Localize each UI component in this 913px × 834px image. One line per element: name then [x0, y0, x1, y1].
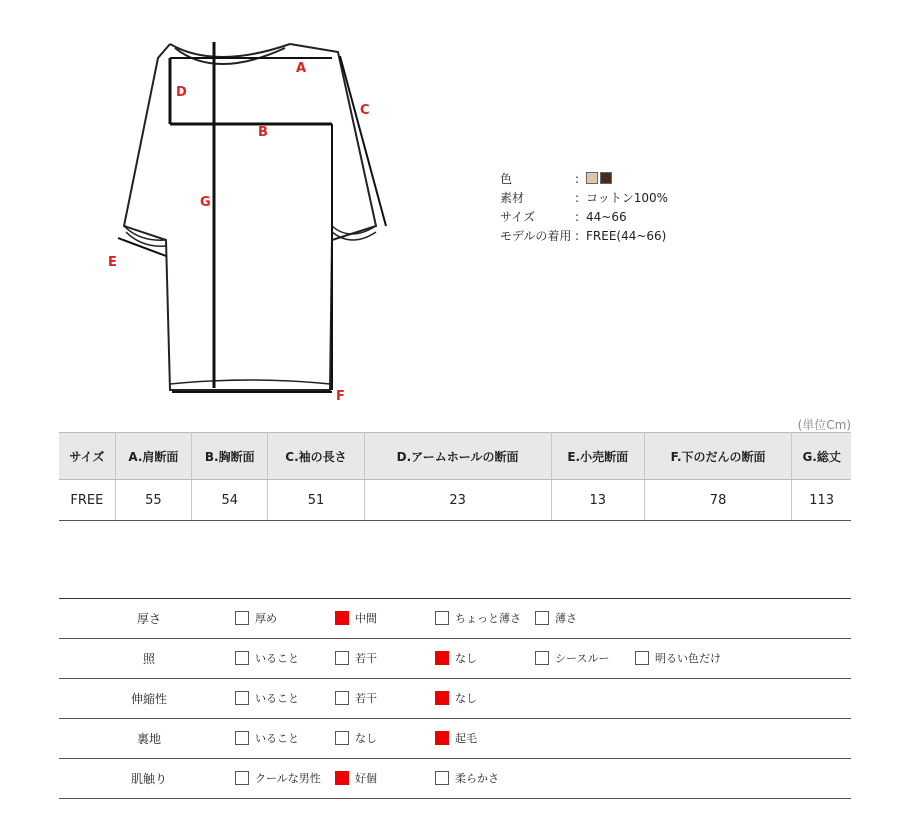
texture-table [59, 598, 851, 799]
column-header: E.小売断面 [551, 433, 644, 480]
table-cell: 23 [364, 480, 551, 521]
product-info [500, 170, 690, 246]
checkbox [235, 771, 249, 785]
checkbox [535, 651, 549, 665]
attribute-row-sheerness [59, 639, 851, 679]
checkbox [435, 611, 449, 625]
option-label: なし [355, 732, 377, 745]
option-label: 起毛 [455, 732, 477, 745]
info-key: 素材 [500, 191, 525, 205]
label-e: E [108, 255, 117, 270]
option-label: いること [255, 732, 299, 745]
option-label: 厚め [255, 612, 277, 625]
info-key: サイズ [500, 210, 536, 224]
info-row-color: 色 : [500, 170, 690, 189]
checkbox-checked [435, 651, 449, 665]
attribute-row-lining [59, 719, 851, 759]
attribute-row-stretch [59, 679, 851, 719]
table-cell: 78 [644, 480, 792, 521]
checkbox [435, 771, 449, 785]
info-key: 色 [500, 172, 513, 186]
attribute-label: 照 [142, 652, 155, 666]
info-value: 44~66 [586, 210, 627, 224]
checkbox-checked [335, 771, 349, 785]
table-cell: 51 [268, 480, 364, 521]
tshirt-diagram [100, 30, 400, 410]
option-label: 若干 [355, 652, 377, 665]
info-row-size: サイズ : 44~66 [500, 208, 690, 227]
label-a: A [296, 61, 307, 76]
attribute-row-thickness [59, 599, 851, 639]
label-c: C [360, 103, 370, 118]
info-row-material: 素材 : コットン100% [500, 189, 690, 208]
column-header: C.袖の長さ [268, 433, 364, 480]
unit-note: (単位Cm) [797, 418, 851, 432]
option-label: 若干 [355, 692, 377, 705]
info-key: モデルの着用 [500, 229, 572, 243]
option-label: なし [455, 652, 477, 665]
table-cell: 55 [115, 480, 191, 521]
option-label: 好個 [355, 772, 377, 785]
label-d: D [176, 85, 187, 100]
column-header: D.アームホールの断面 [364, 433, 551, 480]
option-label: いること [255, 692, 299, 705]
table-cell: 13 [551, 480, 644, 521]
option-label: クールな男性 [255, 772, 321, 785]
option-label: 明るい色だけ [655, 652, 721, 665]
label-f: F [336, 389, 345, 404]
attribute-label: 伸縮性 [130, 692, 167, 706]
color-swatch [586, 172, 598, 184]
table-cell: 54 [192, 480, 268, 521]
checkbox [335, 651, 349, 665]
checkbox-checked [335, 611, 349, 625]
checkbox [235, 611, 249, 625]
table-cell: 113 [792, 480, 851, 521]
option-label: シースルー [555, 652, 610, 665]
checkbox-checked [435, 731, 449, 745]
checkbox [635, 651, 649, 665]
label-g: G [200, 195, 211, 210]
option-label: 中間 [355, 612, 377, 625]
size-table-header [59, 433, 851, 480]
option-label: いること [255, 652, 299, 665]
column-header: A.肩断面 [115, 433, 191, 480]
attribute-label: 肌触り [130, 772, 167, 786]
option-label: ちょっと薄さ [455, 612, 521, 625]
checkbox [235, 651, 249, 665]
attribute-label: 厚さ [136, 612, 161, 626]
column-header: サイズ [59, 433, 115, 480]
info-row-model: モデルの着用 : FREE(44~66) [500, 227, 690, 246]
option-label: なし [455, 692, 477, 705]
size-table [59, 432, 851, 521]
checkbox [535, 611, 549, 625]
info-value: コットン100% [586, 191, 669, 205]
column-header: B.胸断面 [192, 433, 268, 480]
color-swatch [600, 172, 612, 184]
checkbox-checked [435, 691, 449, 705]
checkbox [335, 691, 349, 705]
attribute-label: 裏地 [136, 732, 161, 746]
color-swatches [586, 170, 690, 189]
table-cell: FREE [59, 480, 115, 521]
checkbox [235, 731, 249, 745]
column-header: G.総丈 [792, 433, 851, 480]
checkbox [335, 731, 349, 745]
column-header: F.下のだんの断面 [644, 433, 792, 480]
table-row [59, 480, 851, 521]
option-label: 柔らかさ [455, 772, 499, 785]
checkbox [235, 691, 249, 705]
attribute-row-touch [59, 759, 851, 799]
info-value: FREE(44~66) [586, 229, 667, 243]
option-label: 薄さ [555, 612, 577, 625]
label-b: B [258, 125, 268, 140]
